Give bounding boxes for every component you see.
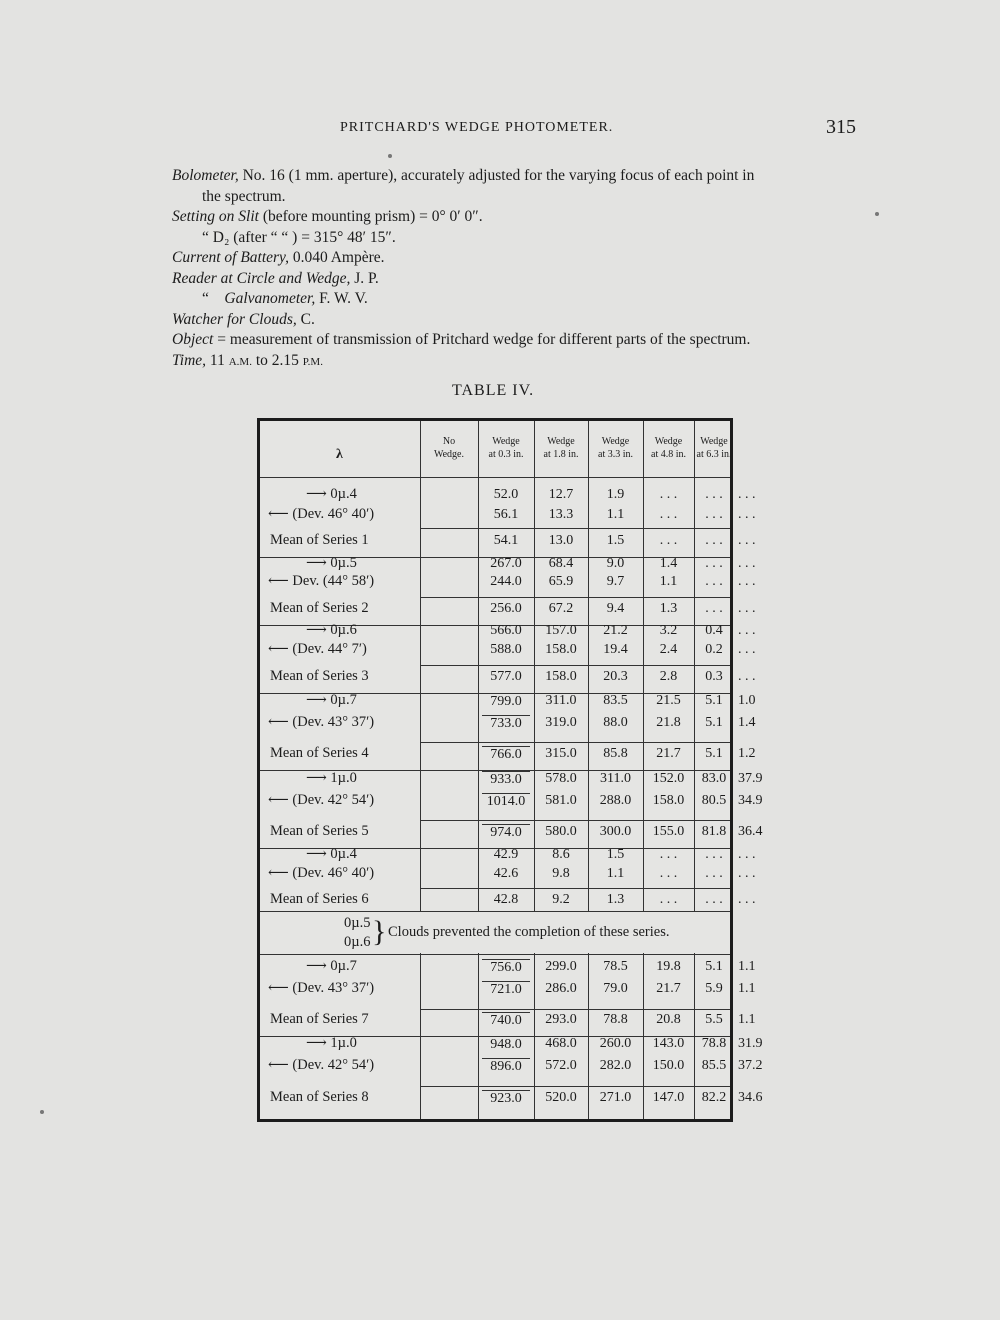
table-cell: 13.3 xyxy=(548,507,574,522)
table-cell: 31.9 xyxy=(738,1036,763,1051)
table-caption: TABLE IV. xyxy=(452,382,535,399)
table-cell: 299.0 xyxy=(545,959,577,974)
table-cell: 1.1 xyxy=(738,1012,756,1027)
paper-speck xyxy=(875,212,879,216)
column-header-line: Wedge xyxy=(700,436,728,447)
setting-text: (before mounting prism) = 0° 0′ 0″. xyxy=(262,208,483,225)
wavelength-label: ⟵ (Dev. 42° 54′) xyxy=(268,1057,375,1073)
table-cell: . . . xyxy=(738,892,756,907)
current-label: Current of Battery, xyxy=(172,249,289,266)
lambda-header: λ xyxy=(336,447,343,462)
table-cell: 152.0 xyxy=(652,771,685,786)
table-cell: . . . xyxy=(705,533,723,548)
table-cell: 157.0 xyxy=(545,623,577,638)
series-rule xyxy=(260,954,730,955)
wavelength-label: ⟶ 0µ.6 xyxy=(306,622,357,638)
column-header-line: at 3.3 in. xyxy=(598,449,633,460)
table-cell: 5.1 xyxy=(705,959,723,974)
table-cell: 143.0 xyxy=(652,1036,685,1051)
table-cell: 9.2 xyxy=(552,892,570,907)
table-cell: 566.0 xyxy=(490,623,522,638)
brace-icon: } xyxy=(372,915,387,948)
table-cell: 1.1 xyxy=(738,981,756,996)
galvanometer-text: F. W. V. xyxy=(319,290,368,307)
table-cell: 933.0 xyxy=(482,771,530,788)
table-cell: 1.5 xyxy=(606,847,625,862)
reader-text: J. P. xyxy=(354,269,379,287)
table-cell: . . . xyxy=(705,866,723,881)
cloud-note-text: Clouds prevented the completion of these series. xyxy=(388,924,670,940)
table-cell: 158.0 xyxy=(545,669,577,684)
table-cell: 5.9 xyxy=(705,981,723,996)
series-mean-label: Mean of Series 8 xyxy=(270,1089,369,1105)
table-cell: 5.1 xyxy=(705,715,723,730)
column-header-line: No xyxy=(442,436,456,447)
table-cell: . . . xyxy=(705,556,723,571)
table-cell: . . . xyxy=(738,487,756,502)
table-cell: 36.4 xyxy=(738,824,763,839)
table-cell: 1.9 xyxy=(606,487,625,502)
table-cell: 37.2 xyxy=(738,1058,763,1073)
cloud-note-lambda-a: 0µ.5 xyxy=(344,915,371,931)
table-cell: 150.0 xyxy=(652,1058,685,1073)
time-line xyxy=(172,351,872,373)
table-cell: 1.3 xyxy=(659,601,678,616)
time-start: 11 xyxy=(209,351,225,369)
running-head: PRITCHARD'S WEDGE PHOTOMETER. xyxy=(340,120,614,135)
object-text: = measurement of transmission of Pritchard wedge for different parts of the spectrum. xyxy=(217,331,751,348)
current-line xyxy=(172,248,872,269)
table-cell: 0.2 xyxy=(705,642,723,657)
column-header-line: Wedge xyxy=(547,436,575,447)
reader-label: Reader at Circle and Wedge, xyxy=(172,269,351,287)
table-cell: 799.0 xyxy=(482,693,530,710)
bolometer-text: No. 16 (1 mm. aperture), accurately adjusted for the varying focus of each point in xyxy=(242,167,755,184)
table-cell: . . . xyxy=(705,892,723,907)
series-mean-label: Mean of Series 7 xyxy=(270,1011,369,1027)
table-cell: 311.0 xyxy=(600,771,631,786)
table-cell: 5.1 xyxy=(705,693,723,708)
series-mean-label: Mean of Series 1 xyxy=(270,532,369,548)
table-cell: 42.9 xyxy=(493,847,519,862)
table-cell: 766.0 xyxy=(482,746,530,763)
table-cell: 572.0 xyxy=(545,1058,577,1073)
table-cell: 155.0 xyxy=(652,824,685,839)
table-cell: . . . xyxy=(659,866,678,881)
table-cell: 581.0 xyxy=(545,793,577,808)
table-cell: . . . xyxy=(705,507,723,522)
table-cell: 83.0 xyxy=(701,771,727,786)
column-header xyxy=(643,435,694,461)
series-mean-label: Mean of Series 6 xyxy=(270,891,369,907)
table-cell: 54.1 xyxy=(493,533,519,548)
table-cell: 56.1 xyxy=(493,507,519,522)
table-cell: 271.0 xyxy=(599,1090,632,1105)
header-rule xyxy=(260,477,730,478)
table-cell: 1.1 xyxy=(738,959,756,974)
table-cell: 21.7 xyxy=(656,746,681,761)
bolometer-label: Bolometer, xyxy=(172,167,239,184)
table-cell: . . . xyxy=(659,533,678,548)
object-line xyxy=(172,330,872,351)
column-header-line: at 4.8 in. xyxy=(651,449,686,460)
table-cell: 20.8 xyxy=(656,1012,681,1027)
table-cell: 1.1 xyxy=(659,574,678,589)
mean-rule xyxy=(420,820,730,821)
column-header xyxy=(534,435,588,461)
wavelength-label: ⟵ (Dev. 43° 37′) xyxy=(268,714,375,730)
mean-rule xyxy=(420,888,730,889)
table-cell: . . . xyxy=(705,847,723,862)
table-cell: . . . xyxy=(738,574,756,589)
table-cell: . . . xyxy=(659,892,678,907)
data-table xyxy=(257,418,763,1122)
table-cell: 740.0 xyxy=(482,1012,530,1029)
wavelength-label: ⟵ (Dev. 44° 7′) xyxy=(268,641,367,657)
table-cell: 948.0 xyxy=(482,1036,530,1053)
table-cell: . . . xyxy=(705,574,723,589)
table-cell: 319.0 xyxy=(545,715,577,730)
table-cell: 1.3 xyxy=(606,892,625,907)
column-header-line: Wedge xyxy=(601,436,630,447)
table-cell: . . . xyxy=(738,669,756,684)
table-cell: 256.0 xyxy=(490,601,522,616)
table-cell: 52.0 xyxy=(493,487,519,502)
table-cell: . . . xyxy=(738,533,756,548)
column-header-line: at 0.3 in. xyxy=(488,449,524,460)
series-mean-label: Mean of Series 4 xyxy=(270,745,369,761)
experiment-metadata xyxy=(172,166,872,372)
table-cell: 580.0 xyxy=(545,824,577,839)
mean-rule xyxy=(420,1009,730,1010)
table-cell: 9.7 xyxy=(606,574,625,589)
mean-rule xyxy=(420,742,730,743)
table-cell: 5.1 xyxy=(705,746,723,761)
column-header-line: Wedge xyxy=(492,436,520,447)
table-cell: . . . xyxy=(738,847,756,862)
time-pm: P.M. xyxy=(302,355,323,368)
table-cell: 1.1 xyxy=(606,866,625,881)
table-cell: 12.7 xyxy=(548,487,574,502)
table-cell: 37.9 xyxy=(738,771,763,786)
column-header xyxy=(478,435,534,461)
table-cell: . . . xyxy=(738,642,756,657)
table-cell: 1.4 xyxy=(659,556,678,571)
ditto-mark: “ xyxy=(202,290,209,307)
series-mean-label: Mean of Series 3 xyxy=(270,668,369,684)
table-cell: 260.0 xyxy=(599,1036,632,1051)
cloud-note-lambda-b: 0µ.6 xyxy=(344,934,371,950)
table-cell: 34.6 xyxy=(738,1090,763,1105)
table-cell: . . . xyxy=(659,847,678,862)
table-cell: 577.0 xyxy=(490,669,522,684)
column-header-line: Wedge xyxy=(654,436,683,447)
wavelength-label: ⟵ (Dev. 43° 37′) xyxy=(268,980,375,996)
table-cell: . . . xyxy=(738,556,756,571)
table-cell: 1.0 xyxy=(738,693,756,708)
wavelength-label: ⟵ Dev. (44° 58′) xyxy=(268,573,375,589)
table-cell: . . . xyxy=(738,601,756,616)
table-cell: 315.0 xyxy=(545,746,577,761)
table-cell: 8.6 xyxy=(552,847,570,862)
wavelength-label: ⟵ (Dev. 42° 54′) xyxy=(268,792,375,808)
paper-speck xyxy=(388,154,392,158)
table-cell: 42.6 xyxy=(493,866,519,881)
wavelength-label: ⟶ 0µ.7 xyxy=(306,692,357,708)
table-cell: 83.5 xyxy=(603,693,628,708)
table-cell: 78.5 xyxy=(603,959,628,974)
watcher-text: C. xyxy=(300,310,315,328)
column-header-line: Wedge. xyxy=(433,449,464,460)
wavelength-label: ⟶ 0µ.5 xyxy=(306,555,357,571)
table-cell: 1.4 xyxy=(738,715,756,730)
table-cell: 21.5 xyxy=(656,693,681,708)
table-cell: 288.0 xyxy=(599,793,632,808)
table-cell: 5.5 xyxy=(705,1012,723,1027)
table-cell: 293.0 xyxy=(545,1012,577,1027)
table-cell: . . . xyxy=(738,507,756,522)
setting-line xyxy=(172,207,872,228)
setting-label: Setting on Slit xyxy=(172,208,259,225)
table-cell: 300.0 xyxy=(599,824,632,839)
reader-line xyxy=(172,269,872,290)
time-end: to 2.15 xyxy=(255,351,299,369)
table-cell: 1.5 xyxy=(606,533,625,548)
table-cell: 1.2 xyxy=(738,746,756,761)
table-cell: 0.3 xyxy=(705,669,723,684)
table-cell: 21.2 xyxy=(603,623,628,638)
table-cell: . . . xyxy=(659,487,678,502)
wavelength-label: ⟶ 0µ.4 xyxy=(306,486,357,502)
wavelength-label: ⟵ (Dev. 46° 40′) xyxy=(268,865,375,881)
table-cell: 721.0 xyxy=(482,981,530,998)
series-mean-label: Mean of Series 5 xyxy=(270,823,369,839)
table-cell: 286.0 xyxy=(545,981,577,996)
table-cell: 974.0 xyxy=(482,824,530,841)
galvanometer-line xyxy=(172,289,872,310)
time-label: Time, xyxy=(172,351,207,369)
table-cell: 78.8 xyxy=(701,1036,727,1051)
watcher-label: Watcher for Clouds, xyxy=(172,310,297,328)
table-cell: 42.8 xyxy=(493,892,519,907)
table-cell: 9.4 xyxy=(606,601,625,616)
table-cell: 468.0 xyxy=(545,1036,577,1051)
bolometer-line-cont: the spectrum. xyxy=(202,187,286,205)
table-cell: 19.4 xyxy=(603,642,628,657)
table-cell: 13.0 xyxy=(548,533,574,548)
column-header xyxy=(694,435,734,461)
wavelength-label: ⟶ 0µ.7 xyxy=(306,958,357,974)
wavelength-label: ⟶ 1µ.0 xyxy=(306,1035,357,1051)
table-cell: 68.4 xyxy=(548,556,574,571)
table-cell: 34.9 xyxy=(738,793,763,808)
current-text: 0.040 Ampère. xyxy=(292,249,385,266)
table-cell: 147.0 xyxy=(652,1090,685,1105)
table-cell: 2.4 xyxy=(659,642,678,657)
table-cell: 82.2 xyxy=(701,1090,727,1105)
mean-rule xyxy=(420,528,730,529)
table-cell: . . . xyxy=(738,866,756,881)
table-cell: 78.8 xyxy=(603,1012,628,1027)
d2-line: “ D₂ (after “ “ ) = 315° 48′ 15″. xyxy=(202,228,396,246)
table-cell: 85.8 xyxy=(603,746,628,761)
table-cell: 733.0 xyxy=(482,715,530,732)
galvanometer-label: Galvanometer, xyxy=(224,290,316,307)
table-cell: . . . xyxy=(705,487,723,502)
table-cell: 756.0 xyxy=(482,959,530,976)
series-mean-label: Mean of Series 2 xyxy=(270,600,369,616)
wavelength-label: ⟶ 0µ.4 xyxy=(306,846,357,862)
table-cell: 81.8 xyxy=(701,824,727,839)
table-cell: 267.0 xyxy=(490,556,522,571)
table-cell: 9.8 xyxy=(552,866,570,881)
table-cell: 79.0 xyxy=(603,981,628,996)
table-cell: 1014.0 xyxy=(482,793,530,810)
column-header xyxy=(420,435,478,461)
table-cell: . . . xyxy=(738,623,756,638)
table-cell: 3.2 xyxy=(659,623,678,638)
page-number: 315 xyxy=(826,116,856,138)
mean-rule xyxy=(420,1086,730,1087)
object-label: Object xyxy=(172,331,214,348)
table-cell: 67.2 xyxy=(548,601,574,616)
table-cell: . . . xyxy=(659,507,678,522)
wavelength-label: ⟵ (Dev. 46° 40′) xyxy=(268,506,375,522)
table-cell: 80.5 xyxy=(701,793,727,808)
table-cell: 19.8 xyxy=(656,959,681,974)
table-cell: 158.0 xyxy=(652,793,685,808)
paper-speck xyxy=(40,1110,44,1114)
table-cell: 65.9 xyxy=(548,574,574,589)
table-cell: 21.8 xyxy=(656,715,681,730)
mean-rule xyxy=(420,665,730,666)
table-cell: 923.0 xyxy=(482,1090,530,1107)
table-cell: 20.3 xyxy=(603,669,628,684)
table-cell: 588.0 xyxy=(490,642,522,657)
table-cell: . . . xyxy=(705,601,723,616)
table-cell: 2.8 xyxy=(659,669,678,684)
column-header xyxy=(588,435,643,461)
table-cell: 1.1 xyxy=(606,507,625,522)
table-cell: 9.0 xyxy=(606,556,625,571)
table-cell: 85.5 xyxy=(701,1058,727,1073)
table-cell: 520.0 xyxy=(545,1090,577,1105)
table-cell: 311.0 xyxy=(545,693,577,708)
watcher-line xyxy=(172,310,872,331)
table-cell: 158.0 xyxy=(545,642,577,657)
table-cell: 244.0 xyxy=(490,574,522,589)
time-am: A.M. xyxy=(228,355,252,368)
wavelength-label: ⟶ 1µ.0 xyxy=(306,770,357,786)
table-cell: 0.4 xyxy=(705,623,723,638)
table-cell: 88.0 xyxy=(603,715,628,730)
mean-rule xyxy=(420,597,730,598)
column-header-line: at 6.3 in. xyxy=(696,449,732,460)
bolometer-line xyxy=(172,166,872,187)
table-cell: 282.0 xyxy=(599,1058,632,1073)
column-header-line: at 1.8 in. xyxy=(543,449,579,460)
table-cell: 21.7 xyxy=(656,981,681,996)
table-cell: 578.0 xyxy=(545,771,577,786)
table-cell: 896.0 xyxy=(482,1058,530,1075)
